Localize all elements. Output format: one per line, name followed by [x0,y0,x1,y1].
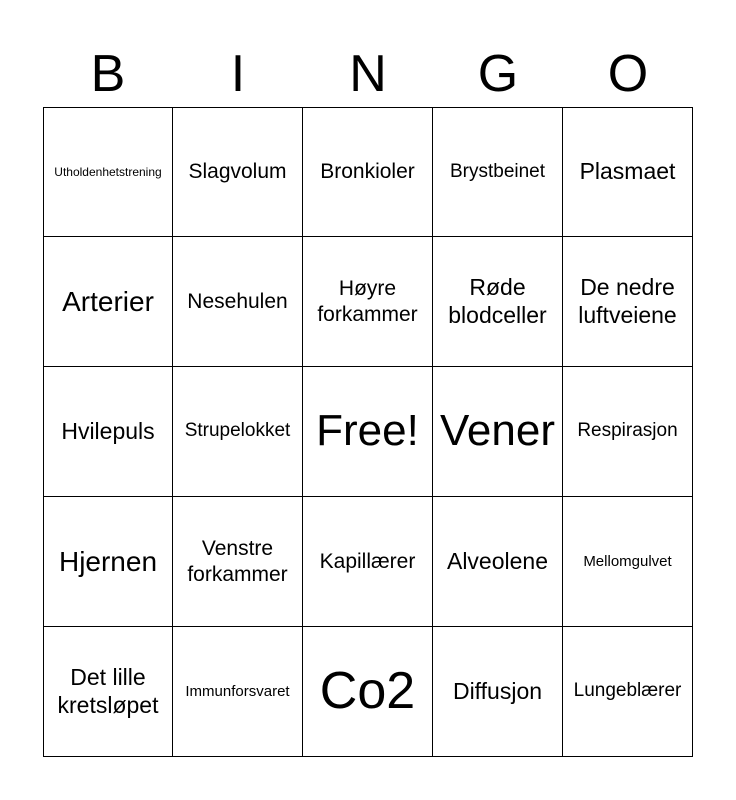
bingo-cell[interactable] [173,237,303,367]
cell-text: De nedre luftveiene [578,273,677,328]
bingo-cell[interactable] [563,627,693,757]
cell-text: Free! [316,406,419,456]
bingo-cell[interactable] [303,237,433,367]
bingo-board [43,107,693,757]
cell-text: Høyre forkammer [317,277,418,326]
header-letter-b: B [90,45,126,103]
header-letter-g: G [477,45,519,103]
bingo-cell[interactable] [173,627,303,757]
cell-text: Mellomgulvet [583,552,672,570]
cell-text: Co2 [319,662,416,721]
cell-text: Vener [440,406,555,456]
cell-text: Immunforsvaret [185,682,290,700]
bingo-cell-free[interactable] [303,367,433,497]
header-letter-i: I [230,45,246,103]
cell-text: Diffusjon [452,677,543,704]
bingo-cell[interactable] [173,107,303,237]
cell-text: Hvilepuls [61,417,155,444]
bingo-cell[interactable] [173,497,303,627]
bingo-cell[interactable] [303,107,433,237]
cell-text: Venstre forkammer [187,537,288,586]
bingo-cell[interactable] [173,367,303,497]
cell-text: Strupelokket [184,420,291,442]
bingo-cell[interactable] [303,627,433,757]
header-letter-o: O [607,45,649,103]
bingo-cell[interactable] [433,237,563,367]
cell-text: Brystbeinet [449,160,546,182]
bingo-cell[interactable] [563,497,693,627]
bingo-cell[interactable] [563,237,693,367]
bingo-cell[interactable] [43,497,173,627]
bingo-cell[interactable] [43,627,173,757]
bingo-cell[interactable] [433,497,563,627]
bingo-cell[interactable] [563,367,693,497]
header-letter-n: N [349,45,387,103]
cell-text: Det lille kretsløpet [57,663,159,718]
cell-text: Arterier [62,285,154,317]
bingo-cell[interactable] [43,107,173,237]
cell-text: Nesehulen [187,289,288,313]
bingo-cell[interactable] [43,367,173,497]
cell-text: Røde blodceller [448,273,547,328]
cell-text: Respirasjon [577,420,678,442]
bingo-cell[interactable] [433,367,563,497]
bingo-cell[interactable] [563,107,693,237]
cell-text: Utholdenhetstrening [54,164,162,179]
cell-text: Plasmaet [579,158,676,185]
cell-text: Bronkioler [320,160,415,184]
bingo-cell[interactable] [303,497,433,627]
cell-text: Kapillærer [319,549,416,573]
bingo-cell[interactable] [433,627,563,757]
bingo-cell[interactable] [433,107,563,237]
cell-text: Lungeblærer [573,680,682,702]
cell-text: Hjernen [58,545,158,577]
bingo-header [43,40,693,108]
cell-text: Alveolene [446,547,549,574]
cell-text: Slagvolum [188,160,287,184]
bingo-cell[interactable] [43,237,173,367]
